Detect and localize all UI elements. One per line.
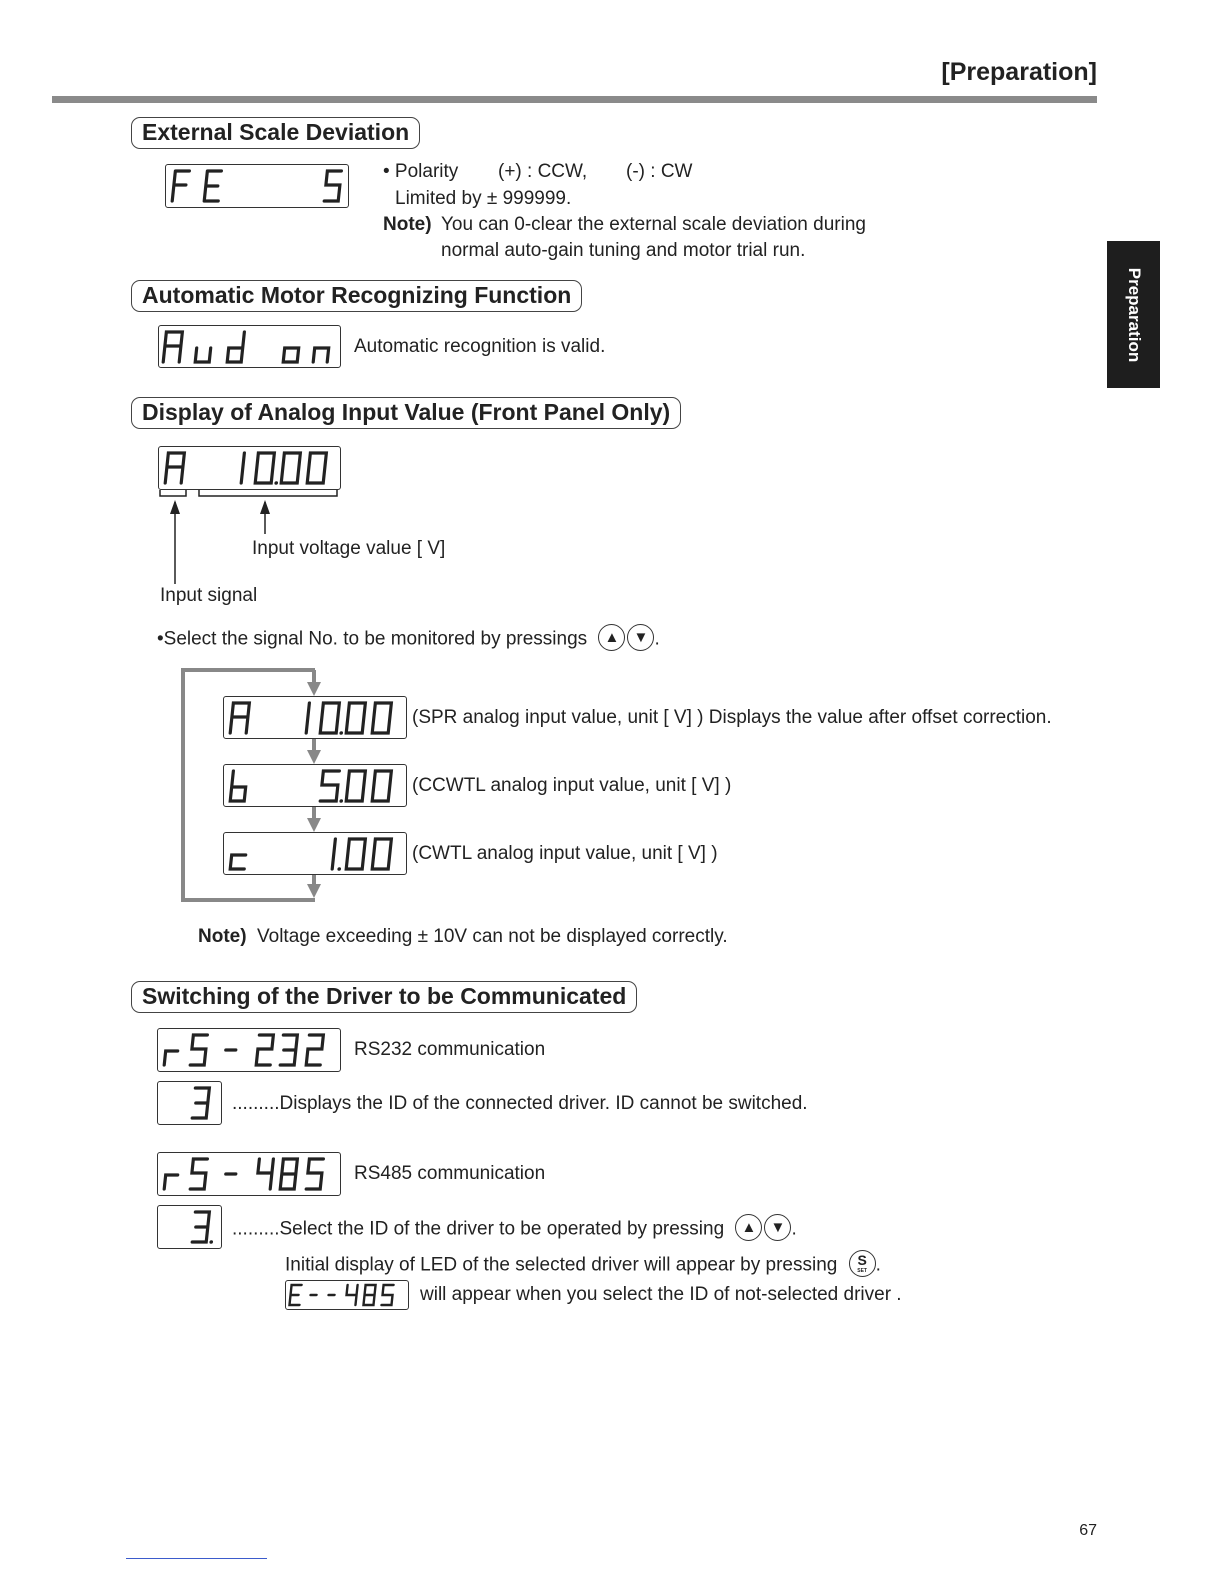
polarity-label: • Polarity [383,161,459,182]
initial-display-instruction [285,1252,881,1279]
note-text-3: Voltage exceeding ± 10V can not be displayed correctly. [257,926,728,947]
initial-display-text: Initial display of LED of the selected driver will appear by pressing [285,1254,838,1276]
down-arrow-button-icon: ▼ [627,624,654,651]
input-signal-label: Input signal [160,585,258,606]
footer-link-line [126,1558,267,1559]
page-header-title: [Preparation] [941,58,1097,86]
side-tab-label: Preparation [1124,267,1144,362]
flow-item-spr-text: (SPR analog input value, unit [ V] ) Displays the value after offset correction. [412,707,1052,728]
note-text-1a: You can 0-clear the external scale deviation during [441,214,866,235]
led-display-id-selectable [157,1205,222,1249]
select-period: . [654,628,660,650]
led-display-rs485 [157,1152,341,1196]
error-display-text: will appear when you select the ID of not-selected driver . [420,1284,902,1305]
rs232-text: RS232 communication [354,1039,546,1060]
set-button-sub: SET [857,1268,867,1274]
flow-item-cwtl-text: (CWTL analog input value, unit [ V] ) [412,843,718,864]
rs485-text: RS485 communication [354,1163,546,1184]
up-arrow-button-icon: ▲ [735,1214,762,1241]
set-button-letter: S [857,1252,867,1268]
note-text-1b: normal auto-gain tuning and motor trial run. [441,240,806,261]
select-signal-instruction [157,626,660,653]
section-title-auto-motor: Automatic Motor Recognizing Function [131,280,582,312]
section-title-switching-driver: Switching of the Driver to be Communicated [131,981,637,1013]
down-arrow-button-icon: ▼ [764,1214,791,1241]
limit-text: Limited by ± 999999. [395,188,572,209]
led-display-aud-on [158,325,341,368]
header-rule [52,96,1097,103]
auto-recognition-text: Automatic recognition is valid. [354,336,606,357]
section-title-external-scale-deviation: External Scale Deviation [131,117,420,149]
led-display-rs232 [157,1028,341,1072]
input-voltage-label: Input voltage value [ V] [252,538,446,559]
initial-period: . [875,1254,881,1276]
led-display-flow-ccwtl [223,764,407,807]
note-label-3: Note) [198,926,247,947]
led-display-fe [165,164,349,208]
up-arrow-button-icon: ▲ [598,624,625,651]
flow-item-ccwtl-text: (CCWTL analog input value, unit [ V] ) [412,775,732,796]
led-display-error-485 [285,1280,409,1310]
section-title-analog-input: Display of Analog Input Value (Front Panel Only) [131,397,681,429]
note-label-1: Note) [383,214,432,235]
id-display-text: .........Displays the ID of the connected driver. ID cannot be switched. [232,1093,808,1114]
select-driver-text: .........Select the ID of the driver to be operated by pressing [232,1218,725,1240]
page-number: 67 [1079,1522,1097,1539]
polarity-minus: (-) : CW [626,161,693,182]
select-driver-instruction [232,1216,797,1243]
led-display-flow-spr [223,696,407,739]
led-display-id [157,1081,222,1125]
select-driver-period: . [791,1218,797,1240]
led-display-flow-cwtl [223,832,407,875]
polarity-plus: (+) : CCW, [498,161,588,182]
set-button-icon [849,1250,876,1277]
side-tab [1107,241,1160,388]
select-signal-text: •Select the signal No. to be monitored by pressings [157,628,588,650]
led-display-analog [158,446,341,490]
